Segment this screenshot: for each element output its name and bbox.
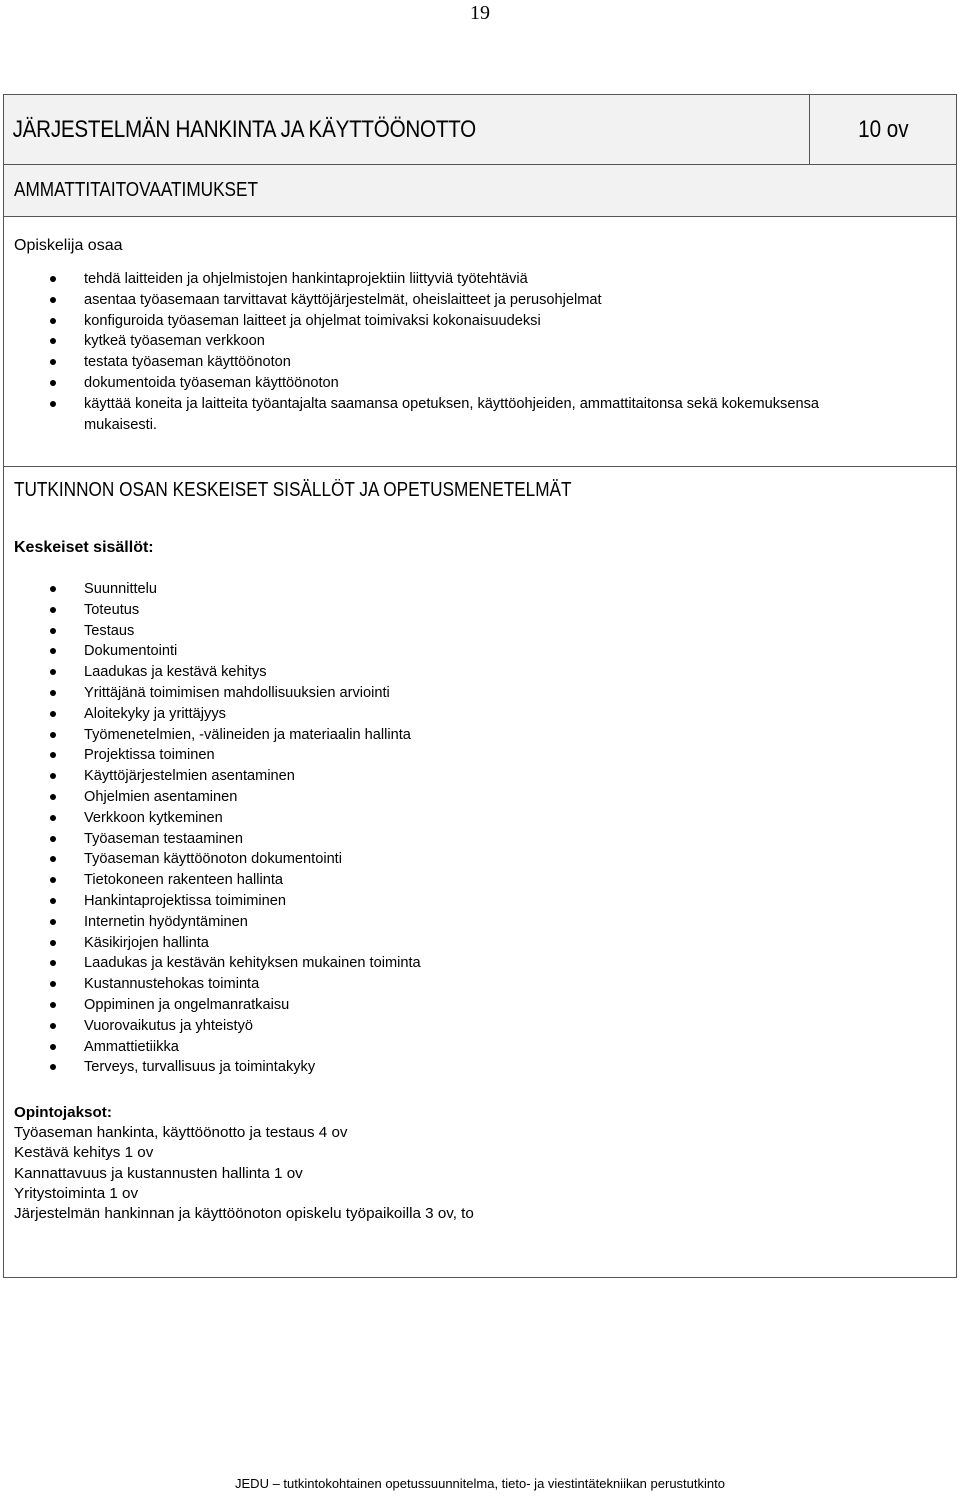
module-credits (809, 95, 956, 164)
list-item (4, 870, 421, 891)
list-item-text: Laadukas ja kestävä kehitys (84, 664, 267, 681)
list-item-text: Käsikirjojen hallinta (84, 934, 209, 951)
study-period-item: Kannattavuus ja kustannusten hallinta 1 ov (14, 1164, 303, 1182)
list-item-text: Tietokoneen rakenteen hallinta (84, 872, 284, 889)
bullet-icon (50, 690, 56, 696)
list-item-text: Vuorovaikutus ja yhteistyö (84, 1017, 253, 1034)
bullet-icon (50, 981, 56, 987)
list-item-text: testata työaseman käyttöönoton (84, 354, 291, 371)
list-item-text: konfiguroida työaseman laitteet ja ohjelmat toimivaksi kokonaisuudeksi (84, 312, 541, 329)
list-item (4, 766, 421, 787)
list-item (4, 912, 421, 933)
list-item-text: Internetin hyödyntäminen (84, 913, 248, 930)
competence-list (4, 269, 884, 435)
list-item (4, 933, 421, 954)
list-item (4, 891, 421, 912)
list-item-text: Ohjelmien asentaminen (84, 788, 238, 805)
list-item-text: asentaa työasemaan tarvittavat käyttöjärjestelmät, oheislaitteet ja perusohjelmat (84, 291, 602, 308)
list-item (4, 641, 421, 662)
list-item (4, 953, 421, 974)
study-periods (14, 1103, 474, 1224)
list-item-text: tehdä laitteiden ja ohjelmistojen hankintaprojektiin liittyviä työtehtäviä (84, 271, 528, 287)
bullet-icon (50, 1044, 56, 1050)
list-item-text: Verkkoon kytkeminen (84, 809, 223, 826)
list-item-text: Laadukas ja kestävän kehityksen mukainen toiminta (84, 955, 421, 972)
bullet-icon (50, 919, 56, 925)
list-item (4, 352, 884, 373)
study-period-item: Kestävä kehitys 1 ov (14, 1144, 154, 1162)
bullet-icon (50, 586, 56, 592)
list-item (4, 311, 884, 332)
module-title: JÄRJESTELMÄN HANKINTA JA KÄYTTÖÖNOTTO (12, 115, 476, 143)
bullet-icon (50, 1064, 56, 1070)
list-item (4, 662, 421, 683)
list-item (4, 829, 421, 850)
list-item (4, 600, 421, 621)
key-contents-list (4, 579, 421, 1078)
list-item (4, 269, 884, 290)
title-row (4, 95, 956, 165)
list-item-text: kytkeä työaseman verkkoon (84, 333, 265, 350)
bullet-icon (50, 1023, 56, 1029)
competence-body (4, 217, 956, 467)
list-item-text: Toteutus (84, 601, 140, 618)
bullet-icon (50, 297, 56, 303)
bullet-icon (50, 318, 56, 324)
bullet-icon (50, 338, 56, 344)
list-item-text: Testaus (84, 622, 135, 639)
list-item-text: Aloitekyky ja yrittäjyys (84, 705, 226, 722)
bullet-icon (50, 877, 56, 883)
study-periods-list (14, 1123, 474, 1224)
list-item (4, 290, 884, 311)
list-item (4, 1057, 421, 1078)
list-item (4, 331, 884, 352)
list-item (4, 995, 421, 1016)
bullet-icon (50, 1002, 56, 1008)
bullet-icon (50, 276, 56, 282)
list-item-text: Työaseman testaaminen (84, 830, 243, 847)
bullet-icon (50, 711, 56, 717)
page-footer: JEDU – tutkintokohtainen opetussuunnitelma, tieto- ja viestintätekniikan perustutkinto (235, 1476, 725, 1491)
list-item-text: Oppiminen ja ongelmanratkaisu (84, 996, 290, 1013)
curriculum-table (3, 94, 957, 1278)
list-item-text: Terveys, turvallisuus ja toimintakyky (84, 1059, 316, 1076)
list-item-text: Yrittäjänä toimimisen mahdollisuuksien arviointi (84, 684, 390, 701)
bullet-icon (50, 836, 56, 842)
bullet-icon (50, 669, 56, 675)
list-item (4, 1016, 421, 1037)
list-item (4, 745, 421, 766)
list-item (4, 683, 421, 704)
list-item (4, 579, 421, 600)
bullet-icon (50, 380, 56, 386)
credits-text: 10 ov (857, 115, 909, 143)
list-item-text: Hankintaprojektissa toimiminen (84, 892, 286, 909)
study-periods-heading: Opintojaksot: (14, 1104, 112, 1121)
bullet-icon (50, 815, 56, 821)
bullet-icon (50, 898, 56, 904)
key-contents-label: Keskeiset sisällöt: (14, 539, 154, 556)
bullet-icon (50, 628, 56, 634)
bullet-icon (50, 773, 56, 779)
list-item (4, 808, 421, 829)
list-item-text: Käyttöjärjestelmien asentaminen (84, 768, 295, 785)
competence-heading-row (4, 165, 956, 217)
study-period-item: Yritystoiminta 1 ov (14, 1184, 139, 1202)
list-item (4, 849, 421, 870)
list-item (4, 725, 421, 746)
list-item-text: Dokumentointi (84, 643, 178, 660)
bullet-icon (50, 648, 56, 654)
list-item-text: Ammattietiikka (84, 1038, 179, 1055)
bullet-icon (50, 960, 56, 966)
list-item-text: Suunnittelu (84, 581, 158, 597)
list-item (4, 787, 421, 808)
list-item (4, 373, 884, 394)
bullet-icon (50, 752, 56, 758)
list-item (4, 394, 884, 436)
study-period-item: Järjestelmän hankinnan ja käyttöönoton opiskelu työpaikoilla 3 ov, to (14, 1205, 474, 1223)
list-item (4, 974, 421, 995)
list-item-text: Työaseman käyttöönoton dokumentointi (84, 851, 342, 868)
bullet-icon (50, 401, 56, 407)
list-item-text: käyttää koneita ja laitteita työantajalta saamansa opetuksen, käyttöohjeiden, ammattitaitonsa sekä kokemuksensa mukaisesti. (84, 395, 819, 433)
bullet-icon (50, 359, 56, 365)
bullet-icon (50, 856, 56, 862)
list-item-text: Kustannustehokas toiminta (84, 976, 260, 993)
list-item-text: Työmenetelmien, -välineiden ja materiaalin hallinta (84, 726, 411, 743)
bullet-icon (50, 732, 56, 738)
list-item (4, 704, 421, 725)
page-number: 19 (470, 2, 490, 24)
list-item (4, 621, 421, 642)
competence-heading: AMMATTITAITOVAATIMUKSET (14, 179, 258, 201)
list-item-text: Projektissa toiminen (84, 747, 215, 764)
contents-body (4, 467, 956, 1277)
bullet-icon (50, 607, 56, 613)
contents-heading: TUTKINNON OSAN KESKEISET SISÄLLÖT JA OPETUSMENETELMÄT (14, 479, 572, 501)
bullet-icon (50, 794, 56, 800)
list-item-text: dokumentoida työaseman käyttöönoton (84, 374, 339, 391)
list-item (4, 1037, 421, 1058)
study-period-item: Työaseman hankinta, käyttöönotto ja testaus 4 ov (14, 1124, 348, 1142)
competence-intro: Opiskelija osaa (14, 237, 123, 254)
bullet-icon (50, 940, 56, 946)
